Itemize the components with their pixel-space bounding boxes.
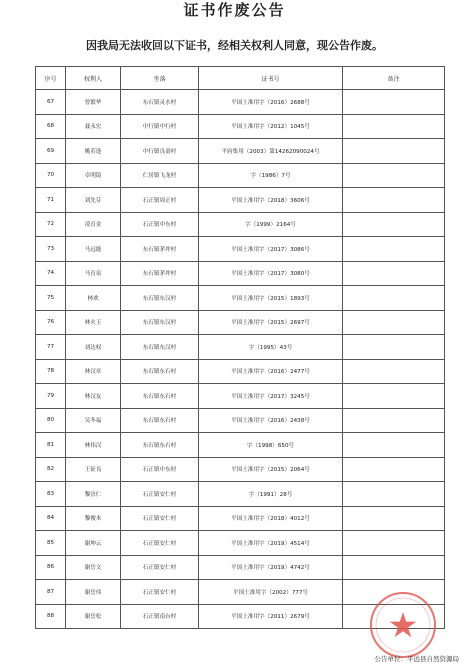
cell-owner: 谢岳松	[66, 604, 121, 629]
cell-owner: 黎俊本	[66, 506, 121, 531]
cell-location: 东石镇东汉村	[121, 286, 199, 311]
cell-cert-no: 平国土准用字（2012）1045号	[199, 114, 343, 139]
cell-owner: 马远能	[66, 237, 121, 262]
cell-cert-no: 平国土准用字（2015）1893号	[199, 286, 343, 311]
header-owner: 权利人	[66, 67, 121, 90]
header-cert-no: 证书号	[199, 67, 343, 90]
table-row	[36, 555, 445, 580]
cell-location: 仁居镇飞龙村	[121, 163, 199, 188]
cell-cert-no: 平国土准用字（2018）3606号	[199, 188, 343, 213]
table-row	[36, 335, 445, 360]
cell-cert-no: 平国土准用字（2017）3080号	[199, 261, 343, 286]
table-row	[36, 237, 445, 262]
cell-cert-no: 字（1986）7号	[199, 163, 343, 188]
cell-no: 88	[36, 604, 66, 629]
cell-cert-no: 平国土准用字（2011）2679号	[199, 604, 343, 629]
cell-remarks	[343, 457, 445, 482]
table-row	[36, 286, 445, 311]
cell-location: 石正镇安仁村	[121, 506, 199, 531]
cell-remarks	[343, 237, 445, 262]
cell-owner: 林欢	[66, 286, 121, 311]
table-row	[36, 90, 445, 115]
cell-no: 68	[36, 114, 66, 139]
table-row	[36, 482, 445, 507]
cell-owner: 林火玉	[66, 310, 121, 335]
cell-no: 77	[36, 335, 66, 360]
cell-cert-no: 平国土准用字（2018）4012号	[199, 506, 343, 531]
cell-cert-no: 字（1998）650号	[199, 433, 343, 458]
table-row	[36, 261, 445, 286]
cell-owner: 林伟汉	[66, 433, 121, 458]
cell-cert-no: 平国土准用字（2019）4742号	[199, 555, 343, 580]
notice-subtitle: 因我局无法收回以下证书，经相关权利人同意，现公告作废。	[86, 39, 383, 52]
table-row	[36, 531, 445, 556]
cell-location: 石正镇安仁村	[121, 482, 199, 507]
cell-no: 70	[36, 163, 66, 188]
cell-no: 87	[36, 580, 66, 605]
cell-no: 81	[36, 433, 66, 458]
cell-no: 85	[36, 531, 66, 556]
cell-remarks	[343, 212, 445, 237]
cell-location: 石正镇安仁村	[121, 580, 199, 605]
cell-no: 83	[36, 482, 66, 507]
official-seal-icon	[368, 590, 438, 660]
cell-no: 74	[36, 261, 66, 286]
cell-location: 中行镇中行村	[121, 114, 199, 139]
cell-cert-no: 平国土准用字（2016）2438号	[199, 408, 343, 433]
cell-location: 中行镇良畲村	[121, 139, 199, 164]
cell-no: 79	[36, 384, 66, 409]
cell-location: 石正镇周正村	[121, 188, 199, 213]
table-header-row	[36, 67, 445, 90]
header-location: 坐落	[121, 67, 199, 90]
cell-no: 82	[36, 457, 66, 482]
cell-remarks	[343, 408, 445, 433]
cell-no: 72	[36, 212, 66, 237]
cell-location: 东石镇灵水村	[121, 90, 199, 115]
cell-no: 73	[36, 237, 66, 262]
table-row	[36, 212, 445, 237]
cell-location: 东石镇东石村	[121, 384, 199, 409]
cell-owner: 聂永宏	[66, 114, 121, 139]
cell-owner: 马育泉	[66, 261, 121, 286]
cell-owner: 凌育金	[66, 212, 121, 237]
cell-remarks	[343, 139, 445, 164]
cell-owner: 谢岳文	[66, 555, 121, 580]
table-row	[36, 163, 445, 188]
cell-remarks	[343, 531, 445, 556]
table-row	[36, 384, 445, 409]
cell-cert-no: 平国土准用字（2017）3245号	[199, 384, 343, 409]
cell-no: 69	[36, 139, 66, 164]
cell-cert-no: 平国土准用字（2017）3086号	[199, 237, 343, 262]
cell-location: 东石镇东石村	[121, 359, 199, 384]
table-row	[36, 408, 445, 433]
cell-remarks	[343, 482, 445, 507]
cell-remarks	[343, 335, 445, 360]
cell-cert-no: 字（1999）2164号	[199, 212, 343, 237]
cell-owner: 吴冬福	[66, 408, 121, 433]
cell-remarks	[343, 261, 445, 286]
cell-cert-no: 平国土准用字（2019）4514号	[199, 531, 343, 556]
cell-no: 86	[36, 555, 66, 580]
cell-remarks	[343, 286, 445, 311]
cell-remarks	[343, 114, 445, 139]
cell-cert-no: 字（1991）28号	[199, 482, 343, 507]
cell-remarks	[343, 188, 445, 213]
table-row	[36, 310, 445, 335]
table-row	[36, 433, 445, 458]
cell-cert-no: 平府集用（2003）第14262090024号	[199, 139, 343, 164]
cell-remarks	[343, 310, 445, 335]
cell-remarks	[343, 506, 445, 531]
cell-owner: 谢岳伟	[66, 580, 121, 605]
cell-no: 75	[36, 286, 66, 311]
cell-location: 石正镇中东村	[121, 457, 199, 482]
header-no: 序号	[36, 67, 66, 90]
cell-cert-no: 平国土准用字（2016）2477号	[199, 359, 343, 384]
cell-location: 东石镇东石村	[121, 433, 199, 458]
cell-owner: 曾繁华	[66, 90, 121, 115]
cell-remarks	[343, 384, 445, 409]
cell-no: 84	[36, 506, 66, 531]
cell-no: 67	[36, 90, 66, 115]
cell-location: 东石镇东石村	[121, 408, 199, 433]
cell-cert-no: 平国土准用字（2016）2688号	[199, 90, 343, 115]
cell-cert-no: 字（1995）43号	[199, 335, 343, 360]
issuer-footer: 公告单位：平远县自然资源局	[374, 655, 459, 663]
table-row	[36, 506, 445, 531]
cell-cert-no: 平国土准用字（2002）777号	[199, 580, 343, 605]
cell-cert-no: 平国土准用字（2015）2697号	[199, 310, 343, 335]
cell-no: 71	[36, 188, 66, 213]
cell-owner: 姚若逢	[66, 139, 121, 164]
cell-location: 石正镇南台村	[121, 604, 199, 629]
cell-location: 石正镇中东村	[121, 212, 199, 237]
cell-owner: 刘达权	[66, 335, 121, 360]
cell-remarks	[343, 433, 445, 458]
cell-remarks	[343, 163, 445, 188]
cell-no: 78	[36, 359, 66, 384]
table-row	[36, 457, 445, 482]
cell-location: 东石镇东汉村	[121, 335, 199, 360]
cell-owner: 林汉友	[66, 384, 121, 409]
cell-cert-no: 平国土准用字（2015）2064号	[199, 457, 343, 482]
cell-remarks	[343, 555, 445, 580]
cell-owner: 黎崇仁	[66, 482, 121, 507]
cell-location: 石正镇安仁村	[121, 555, 199, 580]
table-row	[36, 188, 445, 213]
cell-location: 东石镇东汉村	[121, 310, 199, 335]
header-remarks: 备注	[343, 67, 445, 90]
table-row	[36, 139, 445, 164]
cell-remarks	[343, 359, 445, 384]
table-row	[36, 114, 445, 139]
table-row	[36, 359, 445, 384]
page-title: 证书作废公告	[183, 1, 286, 19]
cell-location: 东石镇茅坪村	[121, 237, 199, 262]
cell-owner: 谢坤云	[66, 531, 121, 556]
cell-owner: 林汉章	[66, 359, 121, 384]
cell-remarks	[343, 90, 445, 115]
certificate-table	[35, 66, 445, 629]
cell-owner: 卓明镜	[66, 163, 121, 188]
cell-owner: 刘先芬	[66, 188, 121, 213]
cell-location: 东石镇茅坪村	[121, 261, 199, 286]
cell-no: 76	[36, 310, 66, 335]
cell-owner: 王钲良	[66, 457, 121, 482]
cell-location: 石正镇安仁村	[121, 531, 199, 556]
cell-no: 80	[36, 408, 66, 433]
